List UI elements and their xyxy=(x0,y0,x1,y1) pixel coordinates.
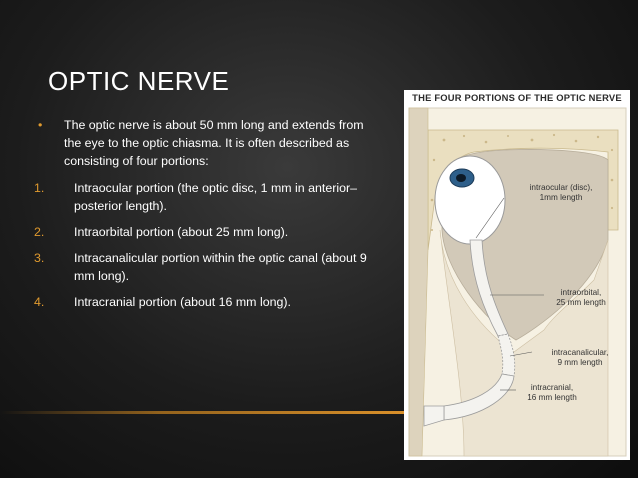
label-intracranial-line1: intracranial, xyxy=(530,383,574,392)
list-item xyxy=(34,179,379,215)
label-intraorbital-line2: 25 mm length xyxy=(556,298,606,307)
pupil xyxy=(456,174,466,182)
label-intracanalicular-line1: intracanalicular, xyxy=(551,348,609,357)
slide-content xyxy=(34,116,379,319)
accent-divider xyxy=(0,411,404,414)
label-intraocular xyxy=(516,183,606,203)
list-text: Intracranial portion (about 16 mm long). xyxy=(74,295,291,309)
eyeball xyxy=(435,156,505,244)
intro-bullet xyxy=(34,116,379,170)
list-text: Intraorbital portion (about 25 mm long). xyxy=(74,225,289,239)
label-intracanalicular-line2: 9 mm length xyxy=(557,358,603,367)
list-text: Intraocular portion (the optic disc, 1 mm in anterior–posterior length). xyxy=(74,181,358,213)
intro-text: The optic nerve is about 50 mm long and extends from the eye to the optic chiasma. It is often described as consisting of four portions: xyxy=(64,118,364,168)
list-item xyxy=(34,249,379,285)
list-item xyxy=(34,293,379,311)
label-intraocular-line1: intraocular (disc), xyxy=(529,183,593,192)
list-number: 2. xyxy=(34,225,45,239)
bullet-marker: • xyxy=(38,118,43,132)
label-intracranial-line2: 16 mm length xyxy=(527,393,577,402)
figure-title: THE FOUR PORTIONS OF THE OPTIC NERVE xyxy=(412,92,622,103)
list-number: 3. xyxy=(34,251,45,265)
list-number: 1. xyxy=(34,181,45,195)
label-intraocular-line2: 1mm length xyxy=(539,193,583,202)
slide-title: OPTIC NERVE xyxy=(48,66,230,96)
label-intraorbital-line1: intraorbital, xyxy=(560,288,602,297)
list-item xyxy=(34,223,379,241)
list-text: Intracanalicular portion within the optic canal (about 9 mm long). xyxy=(74,251,367,283)
optic-nerve-figure xyxy=(404,90,630,460)
label-intracranial xyxy=(512,383,592,403)
optic-nerve-illustration xyxy=(404,90,630,460)
label-intraorbital xyxy=(536,288,626,308)
list-number: 4. xyxy=(34,295,45,309)
label-intracanalicular xyxy=(532,348,628,368)
